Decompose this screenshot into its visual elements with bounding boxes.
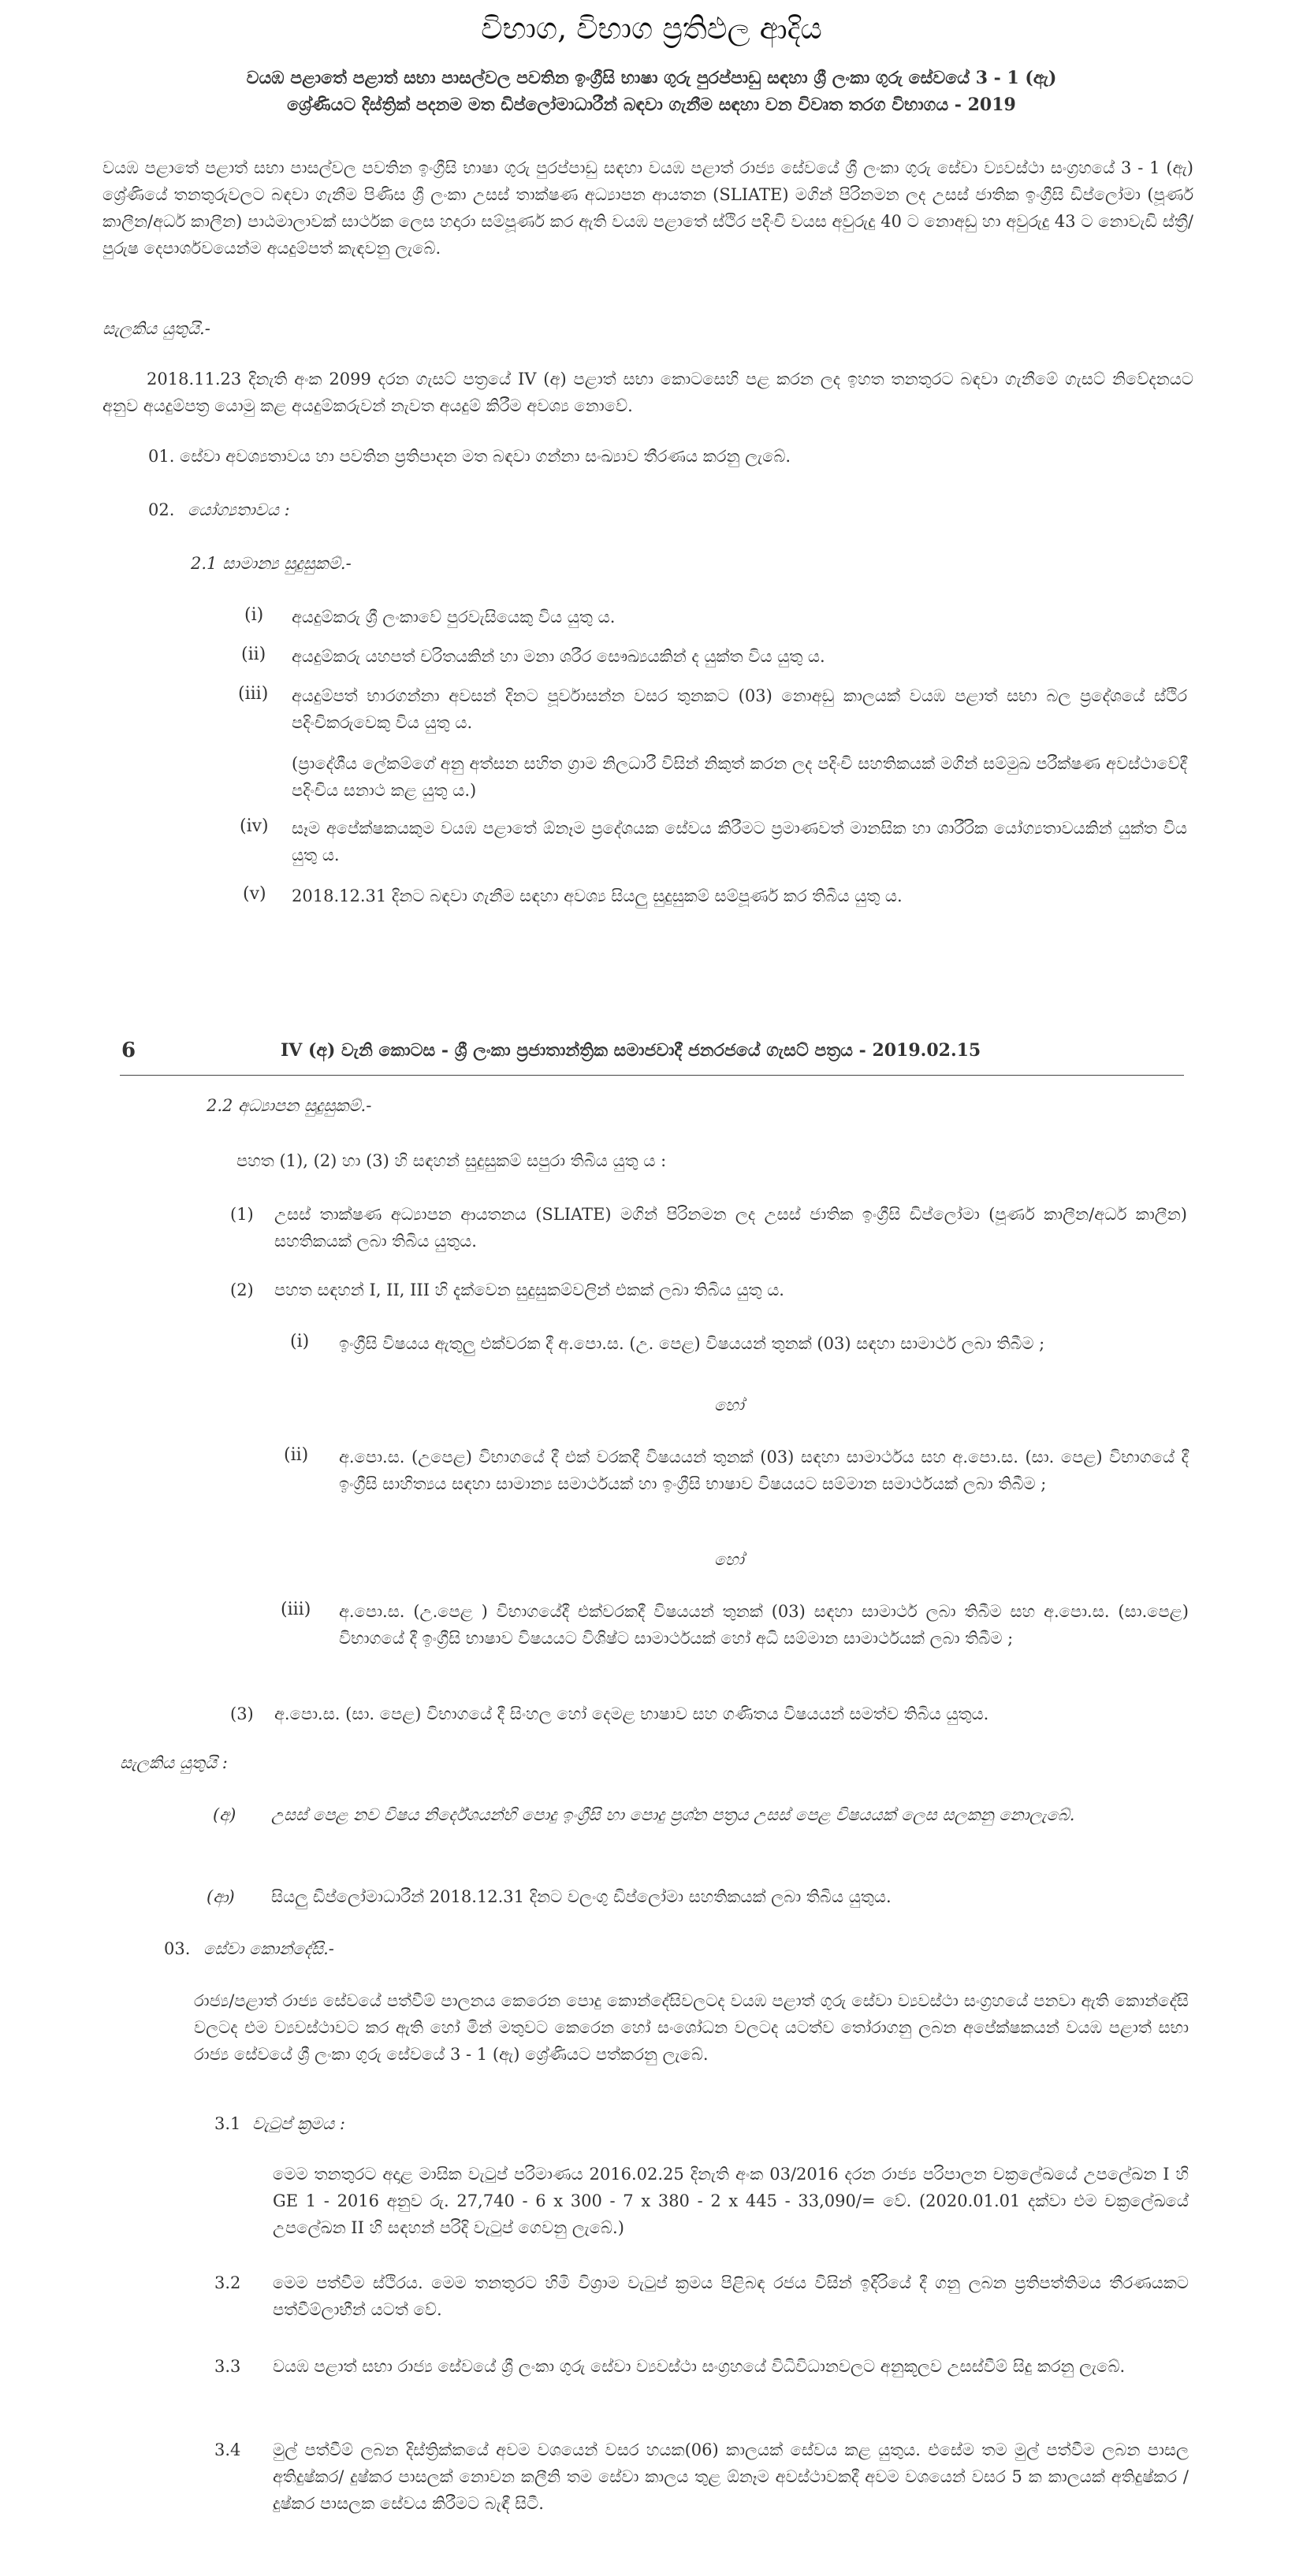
subsection-num: 3.3 — [214, 2357, 241, 2376]
residence-proof-note: (ප්‍රාදේශීය ලේකම්ගේ අනු අත්සන සහිත ග්‍රාම නිලධාරී විසින් නිකුත් කරන ලද පදිංචි සහතිකයක් මගින් සම්මුඛ පරීක්ෂණ අවස්ථාවේදී පදිංචිය සනාථ කළ යුතු ය.) — [292, 754, 1187, 800]
education-item: අ.පො.ස. (සා. පෙළ) විභාගයේ දී සිංහල හෝ දෙමළ භාෂාව සහ ගණිතය විෂයයන් සමත්ව තිබිය යුතුය. — [274, 1704, 989, 1723]
education-item-num: (1) — [230, 1205, 254, 1224]
general-item-num: (iii) — [238, 684, 269, 704]
note-num: (ආ) — [207, 1887, 235, 1906]
subsection-text: මෙම පත්වීම ස්ථිරය. මෙම තනතුරට හිමි විශ්‍රාම වැටුප් ක්‍රමය පිළිබඳ රජය විසින් ඉදිරියේ දී ගනු ලබන ප්‍රතිපත්තිමය තීරණයකට පත්වීම්ලාභීන් යටත් වේ. — [273, 2273, 1189, 2319]
general-item-num: (v) — [243, 884, 266, 904]
education-subitem: අ.පො.ස. (උපෙළ) විභාගයේ දී එක් වරකදී විෂයයන් තුනක් (03) සඳහා සාමාර්ථය සහ අ.පො.ස. (සා. පෙළ) විභාගයේ දී ඉංග්‍රීසි සාහිත්‍යය සඳහා සාමාන්‍ය සමාර්ථයක් හා ඉංග්‍රීසි භාෂාව විෂයයට සම්මාන සමාර්ථයක් ලබා තිබීම ; — [339, 1448, 1189, 1493]
salary-number: 3.1 — [214, 2114, 241, 2133]
gazette-paragraph: 2018.11.23 දිනැති අංක 2099 දරන ගැසට් පත්‍රයේ IV (අ) පළාත් සභා කොටසෙහි පළ කරන ලද ඉහත තනතුරට බඳවා ගැනීමේ ගැසට් නිවේදනයට අනුව අයදුම්පත්‍ර යොමු කළ අයදුම්කරුවන් නැවත අයදුම් කිරීම අවශ්‍ය නොවේ. — [102, 370, 1193, 415]
education-intro: පහත (1), (2) හා (3) හි සඳහන් සුදුසුකම් සපුරා තිබිය යුතු ය : — [236, 1151, 667, 1170]
general-item: අයදුම්කරු ශ්‍රී ලංකාවේ පුරවැසියෙකු විය යුතු ය. — [292, 608, 616, 626]
education-subitem-num: (i) — [290, 1332, 310, 1351]
subsection-text: වයඹ පළාත් සභා රාජ්‍ය සේවයේ ශ්‍රී ලංකා ගුරු සේවා ව්‍යවස්ථා සංග්‍රහයේ විධිවිධානවලට අනුකූලව උසස්වීම් සිදු කරනු ලැබේ. — [273, 2357, 1126, 2376]
subsection-num: 3.2 — [214, 2273, 241, 2292]
note-item: උසස් පෙළ නව විෂය නිර්දේශයන්හි පොදු ඉංග්‍රීසි හා පොදු ප්‍රශ්න පත්‍රය උසස් පෙළ විෂයයක් ලෙස සලකනු නොලැබේ. — [271, 1805, 1075, 1824]
general-item: අයදුම්පත් භාරගන්නා අවසන් දිනට පූර්වාසන්න වසර තුනකට (03) නොඅඩු කාලයක් වයඹ පළාත් සභා බල ප්‍රදේශයේ ස්ථිර පදිංචිකරුවෙකු විය යුතු ය. — [292, 686, 1187, 732]
general-item: 2018.12.31 දිනට බඳවා ගැනීම සඳහා අවශ්‍ය සියලු සුදුසුකම් සම්පූර්ණ කර තිබිය යුතු ය. — [292, 887, 903, 905]
subsection-num: 3.4 — [214, 2440, 241, 2459]
page-title: විභාග, විභාග ප්‍රතිඵල ආදිය — [481, 11, 822, 46]
header-divider — [120, 1075, 1184, 1076]
salary-paragraph: මෙම තනතුරට අදාළ මාසික වැටුප් පරිමාණය 2016.02.25 දිනැති අංක 03/2016 දරන රාජ්‍ය පරිපාලන චක්‍රලේඛයේ උපලේඛන I හි GE 1 - 2016 අනුව රු. 27,740 - 6 x 300 - 7 x 380 - 2 x 445 - 33,090/= වේ. (2020.01.01 දක්වා එම චක්‍රලේඛයේ උපලේඛන II හි සඳහන් පරිදි වැටුප් ගෙවනු ලැබේ.) — [273, 2165, 1189, 2237]
intro-paragraph: වයඹ පළාතේ පළාත් සභා පාසල්වල පවතින ඉංග්‍රීසි භාෂා ගුරු පුරප්පාඩු සඳහා වයඹ පළාත් රාජ්‍ය සේවයේ ශ්‍රී ලංකා ගුරු සේවා ව්‍යවස්ථා සංග්‍රහයේ 3 - 1 (ඇ) ශ්‍රේණියේ තනතුරුවලට බඳවා ගැනීම පිණිස ශ්‍රී ලංකා උසස් තාක්ෂණ අධ්‍යාපන ආයතන (SLIATE) මගින් පිරිනමන ලද උසස් ජාතික ඉංග්‍රීසි ඩිප්ලෝමා (පූර්ණ කාලීන/අර්ධ කාලීන) පාඨමාලාවක් සාර්ථක ලෙස හදාරා සම්පූර්ණ කර ඇති වයඹ පළාතේ ස්ථිර පදිංචි වයස අවුරුදු 40 ට නොඅඩු හා අවුරුදු 43 ට නොවැඩි ස්ත්‍රී/පුරුෂ දෙපාර්ශවයෙන්ම අයදුම්පත් කැඳවනු ලැබේ. — [102, 158, 1193, 258]
education-subitem: ඉංග්‍රීසි විෂයය ඇතුලු එක්වරක දී අ.පො.ස. (උ. පෙළ) විෂයයන් තුනක් (03) සඳහා සාමාර්ථ ලබා තිබීම ; — [339, 1334, 1045, 1353]
note-heading: සැලකිය යුතුයි.- — [102, 319, 210, 338]
section-02-number: 02. — [148, 500, 175, 519]
education-item: උසස් තාක්ෂණ අධ්‍යාපන ආයතනය (SLIATE) මගින් පිරිනමන ලද උසස් ජාතික ඉංග්‍රීසි ඩිප්ලෝමා (පූර්ණ කාලීන/අර්ධ කාලීන) සහතිකයක් ලබා තිබිය යුතුය. — [274, 1205, 1187, 1251]
section-02-heading: යෝග්‍යතාවය : — [188, 500, 290, 519]
education-subitem-num: (iii) — [281, 1600, 311, 1619]
page-number: 6 — [121, 1039, 136, 1062]
service-conditions-paragraph: රාජ්‍ය/පළාත් රාජ්‍ය සේවයේ පත්වීම් පාලනය කෙරෙන පොදු කොන්දේසිවලටද වයඹ පළාත් ගුරු සේවා ව්‍යවස්ථා සංග්‍රහයේ පනවා ඇති කොන්දේසි වලටද එම ව්‍යවස්ථාවට කර ඇති හෝ මින් මතුවට කෙරෙන හෝ සංශෝධන වලටද යටත්ව තෝරාගනු ලබන අපේක්ෂකයන් වයඹ පළාත් සභා රාජ්‍ය සේවයේ ශ්‍රී ලංකා ගුරු සේවයේ 3 - 1 (ඇ) ශ්‍රේණියට පත්කරනු ලැබේ. — [194, 1991, 1189, 2064]
education-subitem: අ.පො.ස. (උ.පෙළ ) විභාගයේදී එක්වරකදී විෂයයන් තුනක් (03) සඳහා සාමාර්ථ ලබා තිබීම සහ අ.පො.ස. (සා.පෙළ) විභාගයේ දී ඉංග්‍රීසි භාෂාව විෂයයට විශිෂ්ට සාමාර්ථයක් හෝ අධි සම්මාන සාමාර්ථයක් ලබා තිබීම ; — [339, 1602, 1189, 1648]
or-separator: හෝ — [714, 1550, 744, 1569]
general-item: අයදුම්කරු යහපත් චරිතයකින් හා මනා ශරීර සෞඛ්‍යයකින් ද යුක්ත විය යුතු ය. — [292, 647, 825, 666]
note-num: (අ) — [213, 1805, 236, 1824]
subsection-text: මුල් පත්වීම් ලබන දිස්ත්‍රික්කයේ අවම වශයෙන් වසර හයක(06) කාලයක් සේවය කළ යුතුය. එසේම තම මුල් පත්වීම ලබන පාසල අතිදුෂ්කර/ දුෂ්කර පාසලක් නොවන කලීනි තම සේවා කාලය තුළ ඕනෑම අවස්ථාවකදී අවම වශයෙන් වසර 5 ක කාලයක් අතිදුෂ්කර / දුෂ්කර පාසලක සේවය කිරීමට බැඳී සිටී. — [273, 2440, 1189, 2513]
or-separator: හෝ — [714, 1396, 744, 1414]
education-item-num: (3) — [230, 1704, 254, 1723]
note-heading: සැලකිය යුතුයි : — [120, 1753, 228, 1772]
section-03-heading: සේවා කොන්දේසි.- — [203, 1939, 334, 1958]
section-03-number: 03. — [164, 1939, 191, 1958]
section-01: 01. සේවා අවශ්‍යතාවය හා පවතින ප්‍රතිපාදන මත බඳවා ගන්නා සංඛ්‍යාව තීරණය කරනු ලැබේ. — [148, 447, 791, 466]
general-qualifications-heading: 2.1 සාමාන්‍ය සුදුසුකම්.- — [191, 554, 352, 573]
subtitle-line-1: වයඹ පළාතේ පළාත් සභා පාසල්වල පවතින ඉංග්‍රීසි භාෂා ගුරු පුරප්පාඩු සඳහා ශ්‍රී ලංකා ගුරු සේවයේ 3 - 1 (ඇ) — [246, 68, 1057, 88]
general-item: සෑම අපේක්ෂකයකුම වයඹ පළාතේ ඕනෑම ප්‍රදේශයක සේවය කිරීමට ප්‍රමාණවත් මානසික හා ශාරීරික යෝග්‍යතාවයකින් යුක්ත විය යුතු ය. — [292, 819, 1187, 864]
education-subitem-num: (ii) — [284, 1445, 309, 1465]
education-item: පහත සඳහන් I, II, III හි දැක්වෙන සුදුසුකම්වලින් එකක් ලබා තිබිය යුතු ය. — [274, 1281, 784, 1299]
education-qualifications-heading: 2.2 අධ්‍යාපන සුදුසුකම්.- — [207, 1096, 372, 1115]
note-item: සියලු ඩිප්ලෝමාධාරීන් 2018.12.31 දිනට වලංගු ඩිප්ලෝමා සහතිකයක් ලබා තිබිය යුතුය. — [271, 1887, 892, 1906]
salary-heading: වැටුප් ක්‍රමය : — [252, 2114, 345, 2133]
subtitle-line-2: ශ්‍රේණියට දිස්ත්‍රික් පදනම මත ඩිප්ලෝමාධාරීන් බඳවා ගැනීම සඳහා වන විවෘත තරග විභාගය - 2019 — [287, 95, 1016, 115]
running-header: IV (අ) වැනි කොටස - ශ්‍රී ලංකා ප්‍රජාතාන්ත්‍රික සමාජවාදී ජනරජයේ ගැසට් පත්‍රය - 2019.02.15 — [281, 1040, 981, 1061]
general-item-num: (iv) — [240, 816, 269, 836]
general-item-num: (ii) — [241, 645, 266, 664]
general-item-num: (i) — [244, 605, 264, 625]
education-item-num: (2) — [230, 1281, 254, 1299]
